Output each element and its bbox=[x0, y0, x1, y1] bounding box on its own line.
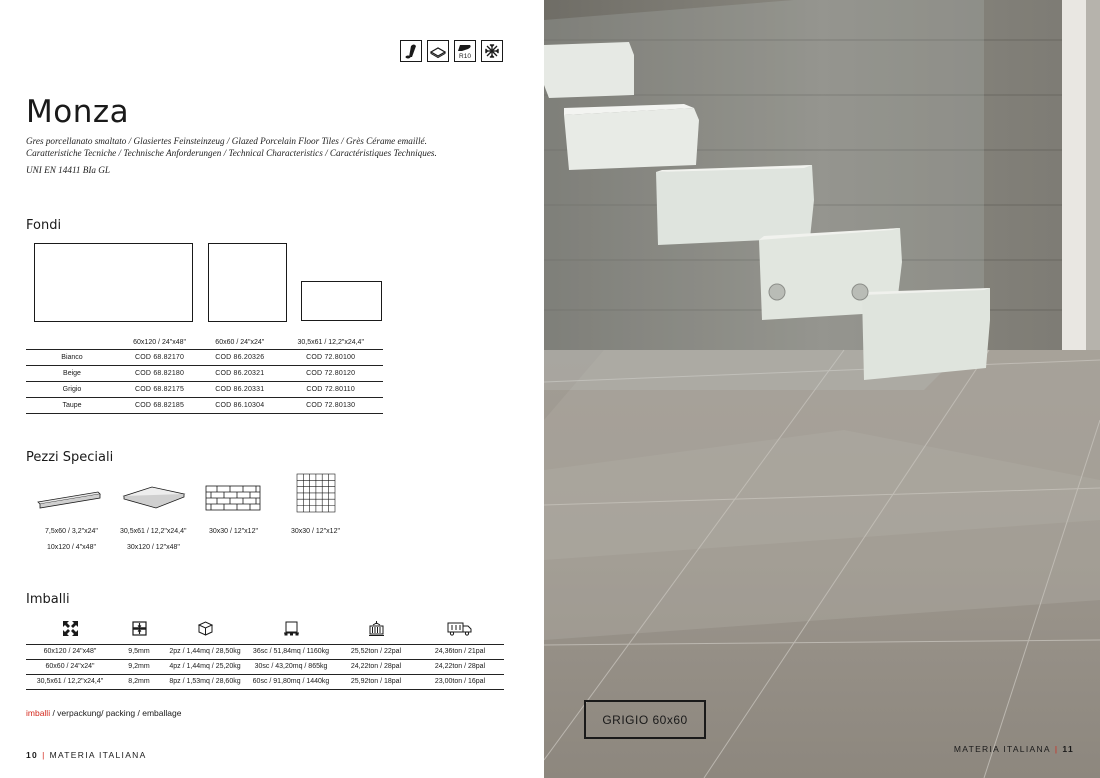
fondi-heading: Fondi bbox=[26, 218, 62, 233]
tile-format-30x61 bbox=[301, 281, 382, 321]
grid-mosaic-icon bbox=[296, 473, 336, 513]
container-icon bbox=[336, 620, 416, 644]
special-piece-size: 30x30 / 12"x12" bbox=[209, 528, 258, 535]
description-line-2: Caratteristiche Tecniche / Technische Anforderungen / Technical Characteristics / Caractéristiques Techniques. bbox=[26, 147, 437, 158]
product-code: COD 86.20326 bbox=[201, 349, 278, 365]
pack-container: 25,52ton / 22pal bbox=[336, 644, 416, 659]
table-row bbox=[26, 381, 383, 397]
slip-rating-label: R10 bbox=[459, 52, 471, 60]
pack-container: 25,92ton / 18pal bbox=[336, 674, 416, 689]
product-code: COD 72.80110 bbox=[278, 381, 383, 397]
size-arrows-icon bbox=[26, 620, 114, 644]
pack-format: 60x60 / 24"x24" bbox=[26, 659, 114, 674]
pack-truck: 24,36ton / 21pal bbox=[416, 644, 504, 659]
pack-format: 60x120 / 24"x48" bbox=[26, 644, 114, 659]
pack-box: 4pz / 1,44mq / 25,20kg bbox=[164, 659, 246, 674]
product-code: COD 86.20331 bbox=[201, 381, 278, 397]
pack-truck: 23,00ton / 16pal bbox=[416, 674, 504, 689]
truck-icon bbox=[416, 620, 504, 644]
footer-left bbox=[26, 750, 147, 760]
product-code: COD 72.80120 bbox=[278, 365, 383, 381]
table-row bbox=[26, 659, 504, 674]
description-line-1: Gres porcellanato smaltato / Glasiertes Feinsteinzeug / Glazed Porcelain Floor Tiles / Grès Cérame emaillé. bbox=[26, 136, 427, 146]
pack-container: 24,22ton / 28pal bbox=[336, 659, 416, 674]
table-header-row bbox=[26, 620, 504, 644]
brick-mosaic-icon bbox=[205, 485, 261, 511]
skirting-icon bbox=[36, 488, 102, 512]
pack-box: 2pz / 1,44mq / 28,50kg bbox=[164, 644, 246, 659]
step-tile-icon bbox=[122, 484, 188, 514]
packaging-table bbox=[26, 620, 504, 690]
pack-format: 30,5x61 / 12,2"x24,4" bbox=[26, 674, 114, 689]
photo-caption: GRIGIO 60x60 bbox=[584, 700, 706, 739]
column-header bbox=[26, 336, 118, 349]
pezzi-speciali-heading: Pezzi Speciali bbox=[26, 450, 114, 465]
foot-traffic-icon bbox=[400, 40, 422, 62]
legend-accent-word: imballi bbox=[26, 708, 51, 718]
table-row bbox=[26, 397, 383, 413]
product-code: COD 68.82170 bbox=[118, 349, 201, 365]
footer-separator: | bbox=[42, 750, 46, 760]
product-code: COD 86.10304 bbox=[201, 397, 278, 413]
pack-pallet: 60sc / 91,80mq / 1440kg bbox=[246, 674, 336, 689]
frost-resistant-icon bbox=[481, 40, 503, 62]
pack-pallet: 30sc / 43,20mq / 865kg bbox=[246, 659, 336, 674]
color-name: Grigio bbox=[26, 381, 118, 397]
brand-label: MATERIA ITALIANA bbox=[49, 750, 147, 760]
left-page bbox=[0, 0, 544, 778]
special-piece-size: 7,5x60 / 3,2"x24" bbox=[45, 528, 98, 535]
thickness-icon bbox=[114, 620, 164, 644]
column-header: 60x120 / 24"x48" bbox=[133, 338, 186, 346]
pack-truck: 24,22ton / 28pal bbox=[416, 659, 504, 674]
pallet-icon bbox=[246, 620, 336, 644]
table-header-row bbox=[26, 336, 383, 349]
imballi-heading: Imballi bbox=[26, 592, 70, 607]
table-row bbox=[26, 349, 383, 365]
box-icon bbox=[164, 620, 246, 644]
product-title: Monza bbox=[26, 94, 130, 130]
column-header: 30,5x61 / 12,2"x24,4" bbox=[297, 338, 364, 346]
table-row bbox=[26, 365, 383, 381]
tile-format-60x120 bbox=[34, 243, 193, 322]
special-piece-size: 10x120 / 4"x48" bbox=[47, 544, 96, 551]
pack-thickness: 9,2mm bbox=[114, 659, 164, 674]
product-code: COD 68.82185 bbox=[118, 397, 201, 413]
packaging-legend bbox=[26, 708, 181, 718]
pack-pallet: 36sc / 51,84mq / 1160kg bbox=[246, 644, 336, 659]
special-piece-size: 30x30 / 12"x12" bbox=[291, 528, 340, 535]
feature-icons bbox=[400, 40, 503, 62]
footer-right bbox=[954, 744, 1074, 754]
special-piece-size: 30,5x61 / 12,2"x24,4" bbox=[120, 528, 187, 535]
standard-label: UNI EN 14411 BIa GL bbox=[26, 165, 111, 175]
tile-format-60x60 bbox=[208, 243, 287, 322]
page-number: 11 bbox=[1062, 744, 1074, 754]
footer-separator: | bbox=[1054, 744, 1059, 754]
product-code: COD 68.82180 bbox=[118, 365, 201, 381]
product-description bbox=[26, 136, 437, 177]
product-code: COD 72.80130 bbox=[278, 397, 383, 413]
product-code: COD 68.82175 bbox=[118, 381, 201, 397]
slip-resistance-icon bbox=[454, 40, 476, 62]
table-row bbox=[26, 644, 504, 659]
color-name: Beige bbox=[26, 365, 118, 381]
page-number: 10 bbox=[26, 750, 39, 760]
pack-thickness: 9,5mm bbox=[114, 644, 164, 659]
column-header: 60x60 / 24"x24" bbox=[215, 338, 265, 346]
fondi-code-table bbox=[26, 336, 383, 414]
staircase-scene-image bbox=[544, 0, 1100, 778]
color-name: Bianco bbox=[26, 349, 118, 365]
table-row bbox=[26, 674, 504, 689]
pack-box: 8pz / 1,53mq / 28,60kg bbox=[164, 674, 246, 689]
legend-translations: / verpackung/ packing / emballage bbox=[50, 708, 182, 718]
brand-label: MATERIA ITALIANA bbox=[953, 744, 1051, 754]
special-piece-size: 30x120 / 12"x48" bbox=[127, 544, 180, 551]
product-code: COD 86.20321 bbox=[201, 365, 278, 381]
glazed-tile-icon bbox=[427, 40, 449, 62]
pack-thickness: 8,2mm bbox=[114, 674, 164, 689]
color-name: Taupe bbox=[26, 397, 118, 413]
product-code: COD 72.80100 bbox=[278, 349, 383, 365]
product-photo bbox=[544, 0, 1100, 778]
